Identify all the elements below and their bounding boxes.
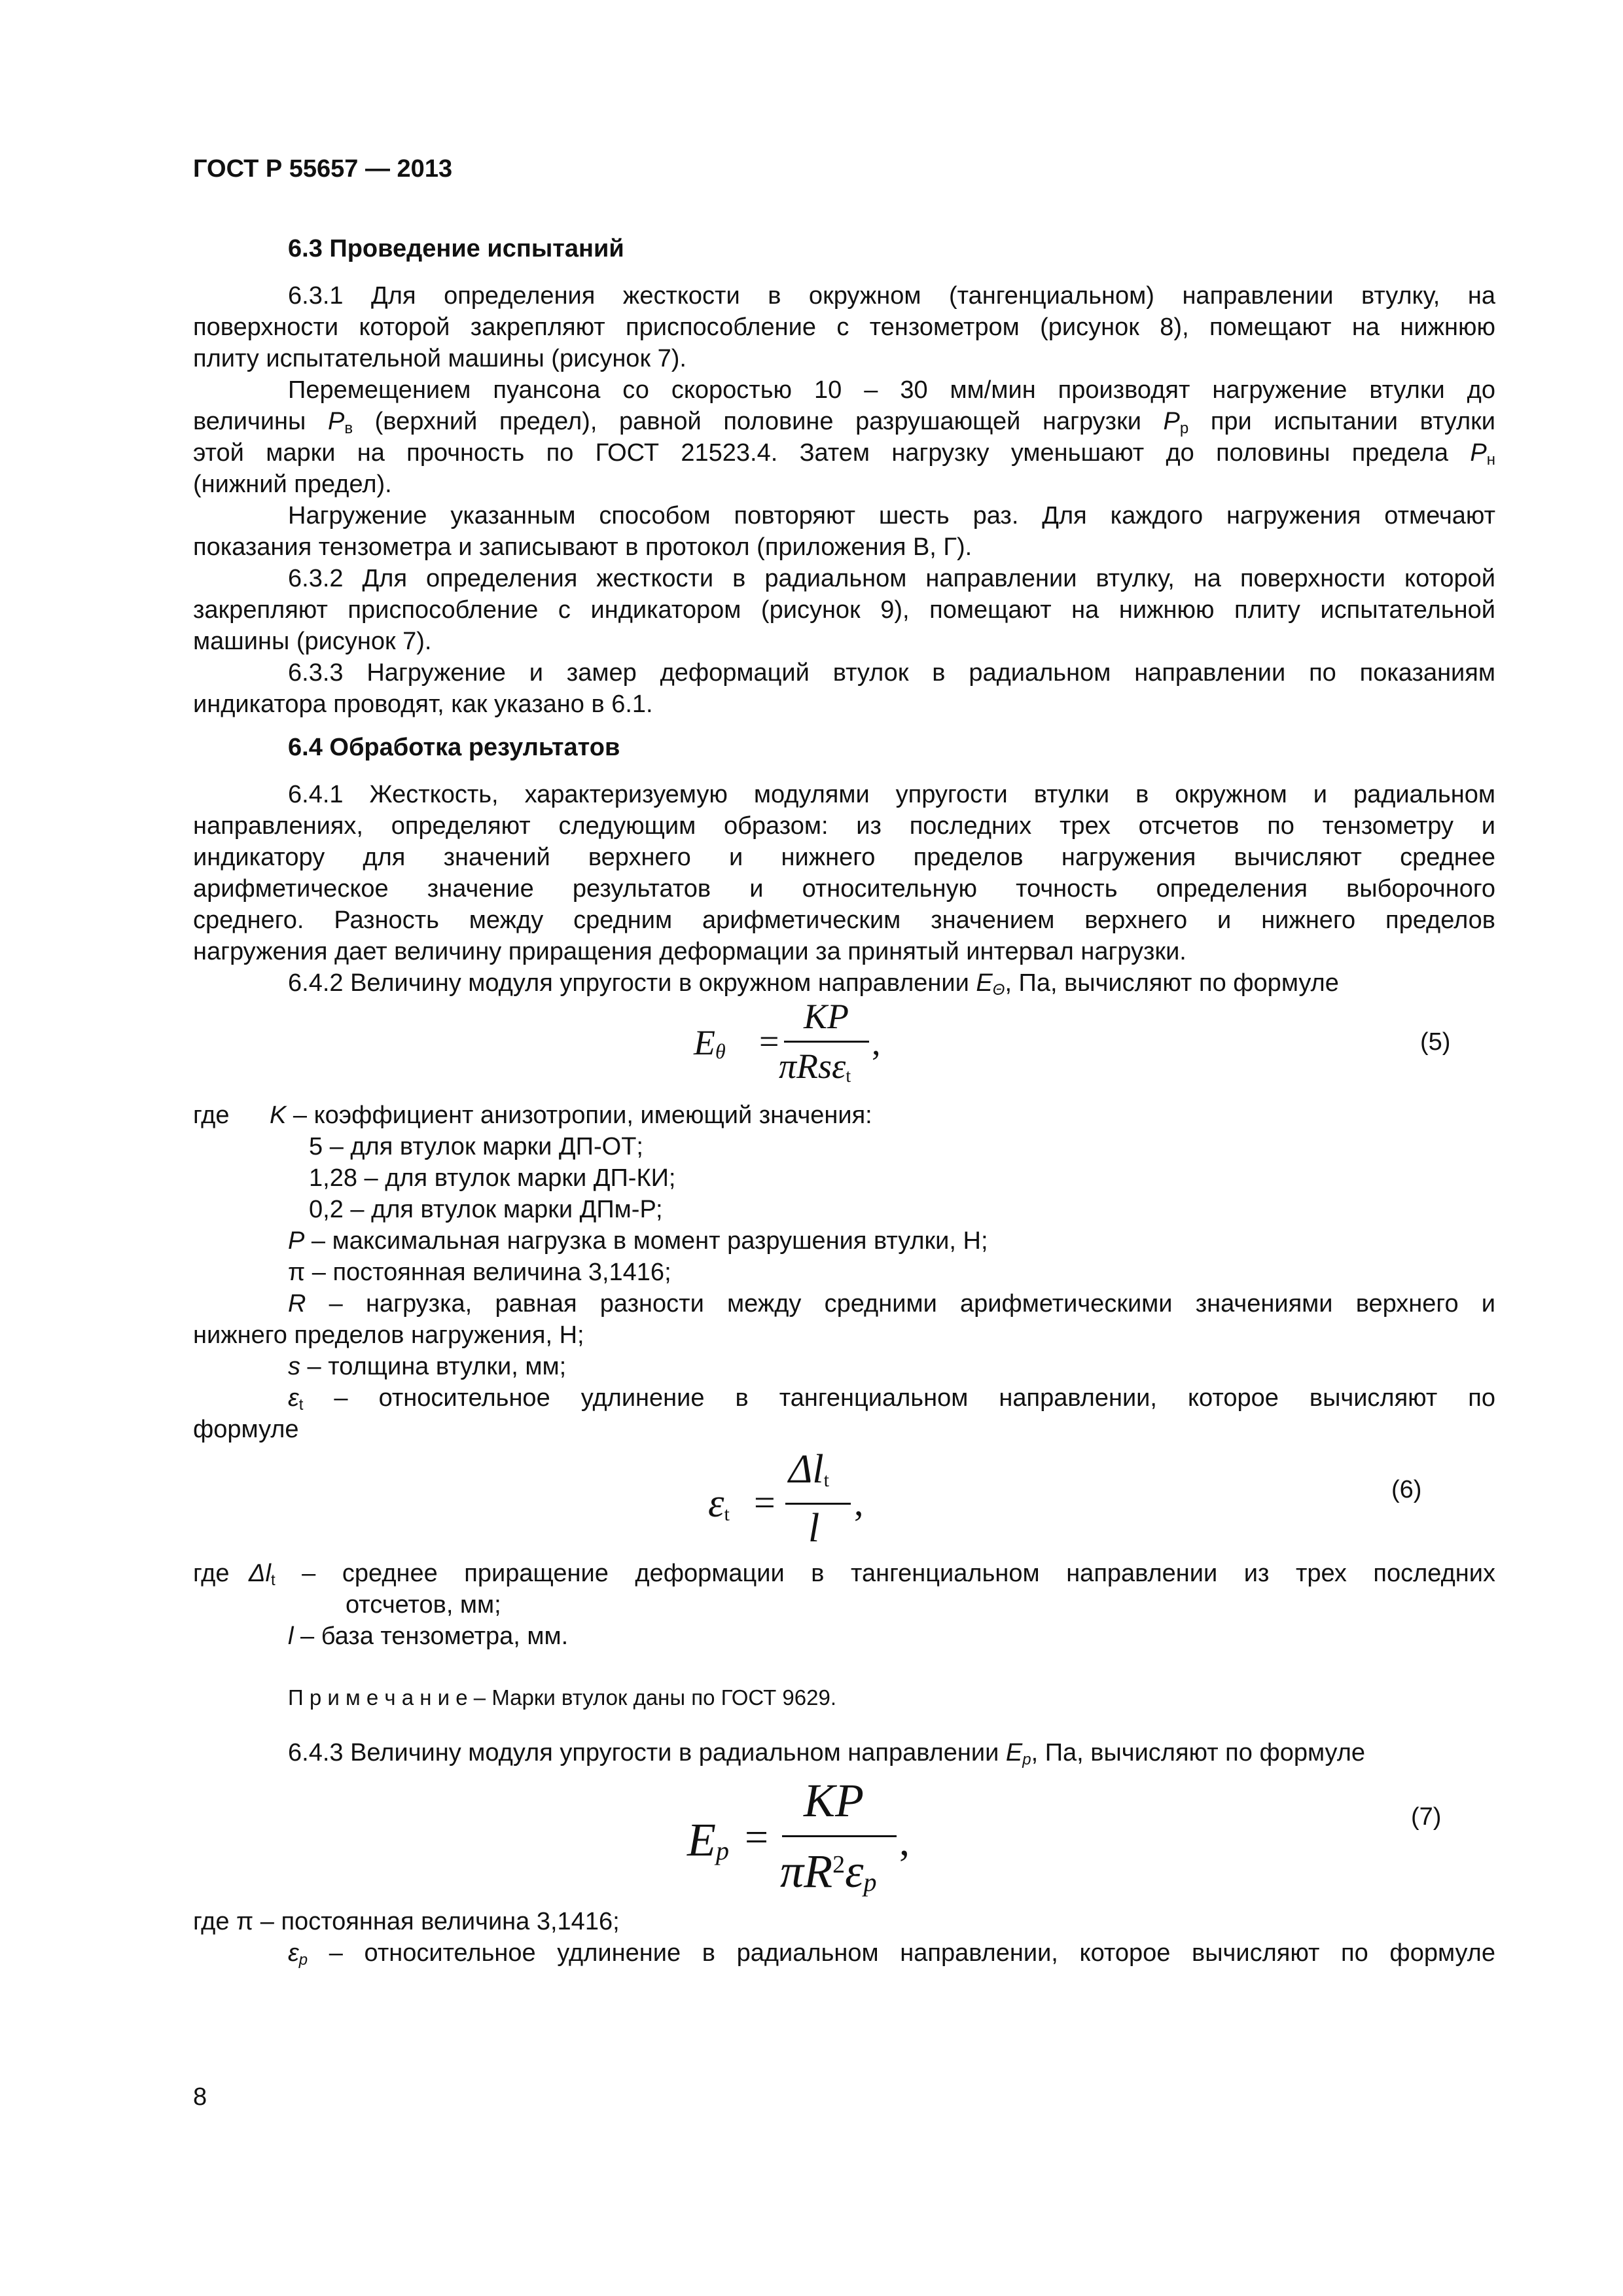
def-pi: π – постоянная величина 3,1416; (288, 1259, 671, 1286)
f5-fraction-bar (784, 1041, 869, 1043)
formula-6-number: (6) (1391, 1476, 1422, 1503)
note: П р и м е ч а н и е – Марки втулок даны по ГОСТ 9629. (288, 1685, 837, 1710)
p631-line3: плиту испытательной машины (рисунок 7). (193, 345, 687, 372)
section-6-3-title: 6.3 Проведение испытаний (288, 235, 624, 262)
f6-eq: = (754, 1481, 776, 1524)
def-epsilon-t-line2: формуле (193, 1416, 299, 1443)
f7-eq: = (745, 1814, 769, 1860)
f5-numerator: KP (804, 997, 849, 1036)
p641-line2: направлениях, определяют следующим образом: из последних трех отсчетов по тензометру и (193, 812, 1495, 840)
p641-line6: нагружения дает величину приращения деформации за принятый интервал нагрузки. (193, 938, 1186, 965)
f6-comma: , (854, 1481, 864, 1524)
p631-line1: 6.3.1 Для определения жесткости в окружном (тангенциальном) направлении втулку, на (288, 282, 1495, 310)
p642: 6.4.2 Величину модуля упругости в окружном направлении $E_\Theta$, Па, вычисляют по формуле (288, 969, 1339, 999)
f7-denominator: $\pi R^2\varepsilon_p$ (780, 1845, 877, 1897)
def-delta-l-line2: отсчетов, мм; (346, 1591, 501, 1619)
def-k: K – коэффициент анизотропии, имеющий значения: (270, 1102, 872, 1129)
p632-line2: закрепляют приспособление с индикатором (рисунок 9), помещают на нижнюю плиту испытательной (193, 596, 1495, 624)
f5-eq: = (759, 1022, 779, 1061)
p631b-line4: (нижний предел). (193, 471, 392, 498)
def-r-line2: нижнего пределов нагружения, Н; (193, 1321, 584, 1349)
section-6-4-title: 6.4 Обработка результатов (288, 734, 620, 761)
f7-lhs: $E_p$ (687, 1814, 729, 1866)
p631c-line2: показания тензометра и записывают в протокол (приложения В, Г). (193, 533, 972, 561)
formula-7-number: (7) (1411, 1803, 1442, 1831)
where-6-label: где (193, 1560, 230, 1587)
p631b-line2: величины $P_в$ (верхний предел), равной половине разрушающей нагрузки $P_р$ при испытании втулки (193, 408, 1495, 437)
formula-5-number: (5) (1420, 1028, 1451, 1056)
f6-lhs: $\varepsilon_t$ (708, 1481, 730, 1526)
def-k-value-1: 5 – для втулок марки ДП-ОТ; (309, 1133, 643, 1160)
p633-line2: индикатора проводят, как указано в 6.1. (193, 691, 653, 718)
def-r-line1: R – нагрузка, равная разности между средними арифметическими значениями верхнего и (288, 1290, 1495, 1318)
p643: 6.4.3 Величину модуля упругости в радиальном направлении $E_p$, Па, вычисляют по формуле (288, 1739, 1365, 1768)
p641-line3: индикатору для значений верхнего и нижнего пределов нагружения вычисляют среднее (193, 844, 1495, 871)
def-k-value-3: 0,2 – для втулок марки ДПм-Р; (309, 1196, 663, 1223)
page-number: 8 (193, 2083, 207, 2111)
p631b-line1: Перемещением пуансона со скоростью 10 – 30 мм/мин производят нагружение втулки до (288, 376, 1495, 404)
def-l: l – база тензометра, мм. (288, 1623, 569, 1650)
def-s: s – толщина втулки, мм; (288, 1353, 567, 1380)
f7-comma: , (899, 1818, 910, 1864)
f6-denominator: l (808, 1506, 820, 1551)
p633-line1: 6.3.3 Нагружение и замер деформаций втулок в радиальном направлении по показаниям (288, 659, 1495, 687)
f5-comma: , (872, 1023, 881, 1062)
p632-line1: 6.3.2 Для определения жесткости в радиальном направлении втулку, на поверхности которой (288, 565, 1495, 592)
p631c-line1: Нагружение указанным способом повторяют шесть раз. Для каждого нагружения отмечают (288, 502, 1495, 529)
f6-fraction-bar (785, 1503, 851, 1505)
p641-line1: 6.4.1 Жесткость, характеризуемую модулями упругости втулки в окружном и радиальном (288, 781, 1495, 808)
def-p: P – максимальная нагрузка в момент разрушения втулки, Н; (288, 1227, 988, 1255)
def-k-value-2: 1,28 – для втулок марки ДП-КИ; (309, 1164, 676, 1192)
def-pi-7: где π – постоянная величина 3,1416; (193, 1908, 620, 1935)
f7-numerator: KP (804, 1774, 865, 1827)
p641-line4: арифметическое значение результатов и относительную точность определения выборочного (193, 875, 1495, 903)
f6-numerator: $\Delta l_t$ (789, 1447, 829, 1492)
document-code: ГОСТ Р 55657 — 2013 (193, 155, 453, 183)
where-5-label: где (193, 1102, 230, 1129)
f5-lhs: $E_\theta$ (694, 1023, 726, 1063)
p641-line5: среднего. Разность между средним арифметическим значением верхнего и нижнего пределов (193, 906, 1495, 934)
p632-line3: машины (рисунок 7). (193, 628, 432, 655)
f7-fraction-bar (782, 1835, 897, 1837)
p631-line2: поверхности которой закрепляют приспособление с тензометром (рисунок 8), помещают на нижнюю (193, 314, 1495, 341)
f5-denominator: πRsε$_t$ (779, 1047, 851, 1086)
def-epsilon-p: $\varepsilon_p$ – относительное удлинение в радиальном направлении, которое вычисляют по формуле (288, 1939, 1495, 1969)
p631b-line3: этой марки на прочность по ГОСТ 21523.4. Затем нагрузку уменьшают до половины предела $P_н$ (193, 439, 1495, 469)
def-epsilon-t-line1: $\varepsilon_t$ – относительное удлинение в тангенциальном направлении, которое вычисляют по (288, 1384, 1495, 1414)
def-delta-l-line1: $\Delta l_t$ – среднее приращение деформации в тангенциальном направлении из трех последних (249, 1560, 1495, 1589)
